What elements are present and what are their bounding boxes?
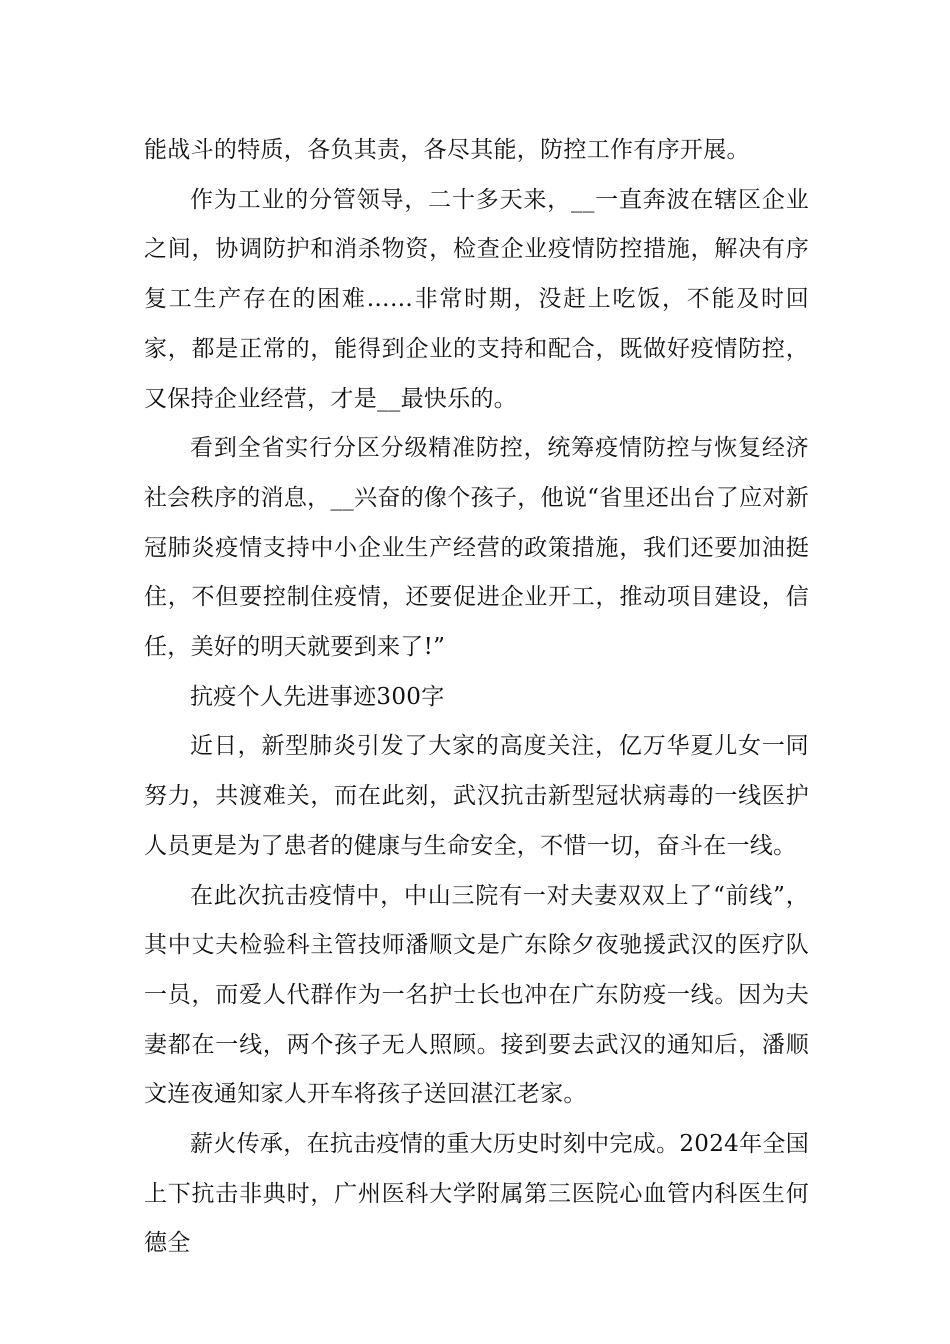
paragraph-legacy: 薪火传承，在抗击疫情的重大历史时刻中完成。2024年全国上下抗击非典时，广州医科大学附属第三医院心血管内科医生何德全: [144, 1131, 809, 1257]
paragraph-couple-frontline: 在此次抗击疫情中，中山三院有一对夫妻双双上了“前线”，其中丈夫检验科主管技师潘顺文是广东除夕夜驰援武汉的医疗队一员，而爱人代群作为一名护士长也冲在广东防疫一线。因为夫妻都在一线，两个孩子无人照顾。接到要去武汉的通知后，潘顺文连夜通知家人开车将孩子送回湛江老家。: [144, 882, 809, 1108]
paragraph-continuation: 能战斗的特质，各负其责，各尽其能，防控工作有序开展。: [144, 137, 750, 163]
paragraph-province-policy: 看到全省实行分区分级精准防控，统筹疫情防控与恢复经济社会秩序的消息，__兴奋的像个孩子，他说“省里还出台了应对新冠肺炎疫情支持中小企业生产经营的政策措施，我们还要加油挺住，不但要控制住疫情，还要促进企业开工，推动项目建设，信任，美好的明天就要到来了!”: [144, 435, 809, 661]
section-heading: 抗疫个人先进事迹300字: [190, 683, 445, 710]
document-body: [144, 126, 809, 1269]
paragraph-industry-leader: 作为工业的分管领导，二十多天来，__一直奔波在辖区企业之间，协调防护和消杀物资，检查企业疫情防控措施，解决有序复工生产存在的困难……非常时期，没赶上吃饭，不能及时回家，都是正常的，能得到企业的支持和配合，既做好疫情防控，又保持企业经营，才是__最快乐的。: [144, 186, 809, 412]
paragraph-pneumonia-attention: 近日，新型肺炎引发了大家的高度关注，亿万华夏儿女一同努力，共渡难关，而在此刻，武汉抗击新型冠状病毒的一线医护人员更是为了患者的健康与生命安全，不惜一切，奋斗在一线。: [144, 733, 809, 859]
